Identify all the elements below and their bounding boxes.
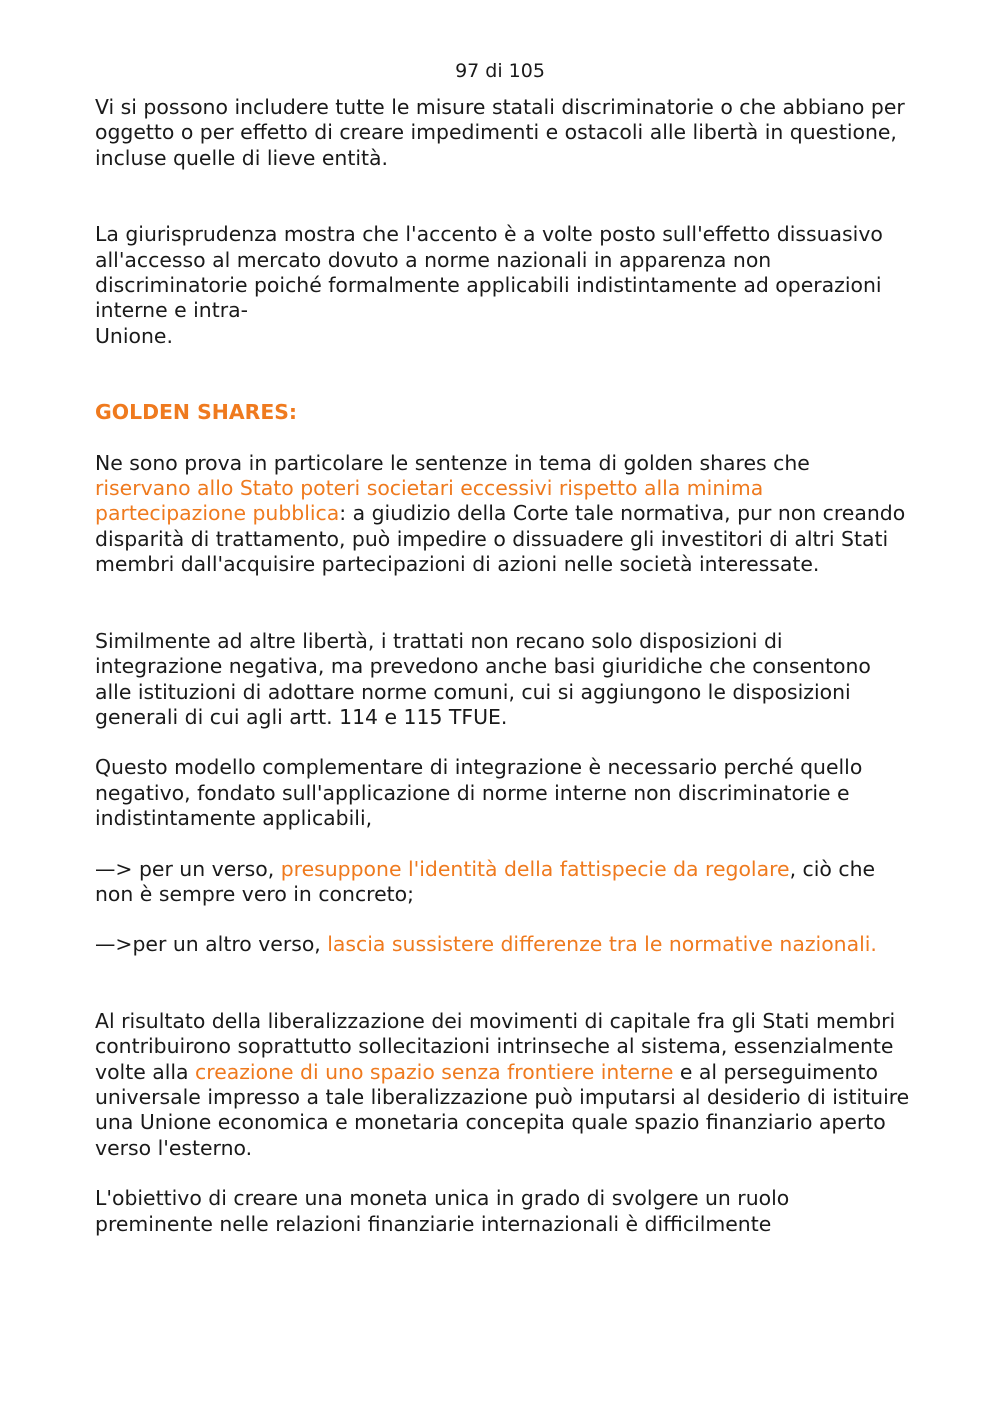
text-segment: Ne sono prova in particolare le sentenze in tema di golden shares che xyxy=(95,450,810,475)
text-segment: , ciò che non è sempre vero in concreto; xyxy=(95,856,876,906)
paragraph-giurisprudenza xyxy=(95,222,910,349)
text-segment: —>per un altro verso, xyxy=(95,932,328,957)
highlighted-text: lascia sussistere differenze tra le normative nazionali. xyxy=(327,932,877,957)
text-segment: e al perseguimento universale impresso a tale liberalizzazione può imputarsi al desiderio di istituire una Unione economica e monetaria concepita quale spazio finanziario aperto verso l'esterno. xyxy=(95,1059,910,1160)
highlighted-text: presuppone l'identità della fattispecie da regolare xyxy=(280,856,790,881)
paragraph-moneta-unica: L'obiettivo di creare una moneta unica in grado di svolgere un ruolo preminente nelle relazioni finanziarie internazionali è difficilmente xyxy=(95,1186,790,1236)
document-body xyxy=(95,95,910,1237)
paragraph-liberalizzazione xyxy=(95,1009,910,1161)
text-segment: —> per un verso, xyxy=(95,856,281,881)
highlighted-text: riservano allo Stato poteri societari eccessivi rispetto alla minima partecipazione pubblica xyxy=(95,476,764,526)
paragraph-golden-shares xyxy=(95,451,910,578)
text-segment: volte alla xyxy=(95,1059,196,1084)
bullet-per-un-altro-verso xyxy=(95,932,910,957)
paragraph-integrazione-negativa: Similmente ad altre libertà, i trattati non recano solo disposizioni di integrazione negativa, ma prevedono anche basi giuridiche che consentono alle istituzioni di adottare norme comuni, cui si aggiungono le disposizioni generali di cui agli artt. 114 e 115 TFUE. xyxy=(95,628,871,729)
text-segment: Al risultato della liberalizzazione dei movimenti di capitale fra gli Stati membri contribuirono soprattutto sollecitazioni intrinseche al sistema, essenzialmente xyxy=(95,1008,896,1059)
section-heading-golden-shares: GOLDEN SHARES: xyxy=(95,400,298,425)
paragraph-giurisprudenza-end: Unione. xyxy=(95,323,173,348)
paragraph-modello-complementare: Questo modello complementare di integrazione è necessario perché quello negativo, fondato sull'applicazione di norme interne non discriminatorie e indistintamente applicabili, xyxy=(95,755,863,831)
text-segment: : a giudizio della Corte tale normativa, pur non creando disparità di trattamento, può impedire o dissuadere gli investitori di altri Stati membri dall'acquisire partecipazioni di azioni nelle società interessate. xyxy=(95,501,906,577)
bullet-per-un-verso xyxy=(95,857,910,908)
paragraph-giurisprudenza-text: La giurisprudenza mostra che l'accento è a volte posto sull'effetto dissuasivo all'accesso al mercato dovuto a norme nazionali in apparenza non discriminatorie poiché formalmente applicabili indistintamente ad operazioni interne e intra- xyxy=(95,222,883,323)
highlighted-text: creazione di uno spazio senza frontiere interne xyxy=(195,1059,674,1084)
paragraph-misure-statali: Vi si possono includere tutte le misure statali discriminatorie o che abbiano per oggetto o per effetto di creare impedimenti e ostacoli alle libertà in questione, incluse quelle di lieve entità. xyxy=(95,95,905,170)
page-number: 97 di 105 xyxy=(455,60,545,82)
